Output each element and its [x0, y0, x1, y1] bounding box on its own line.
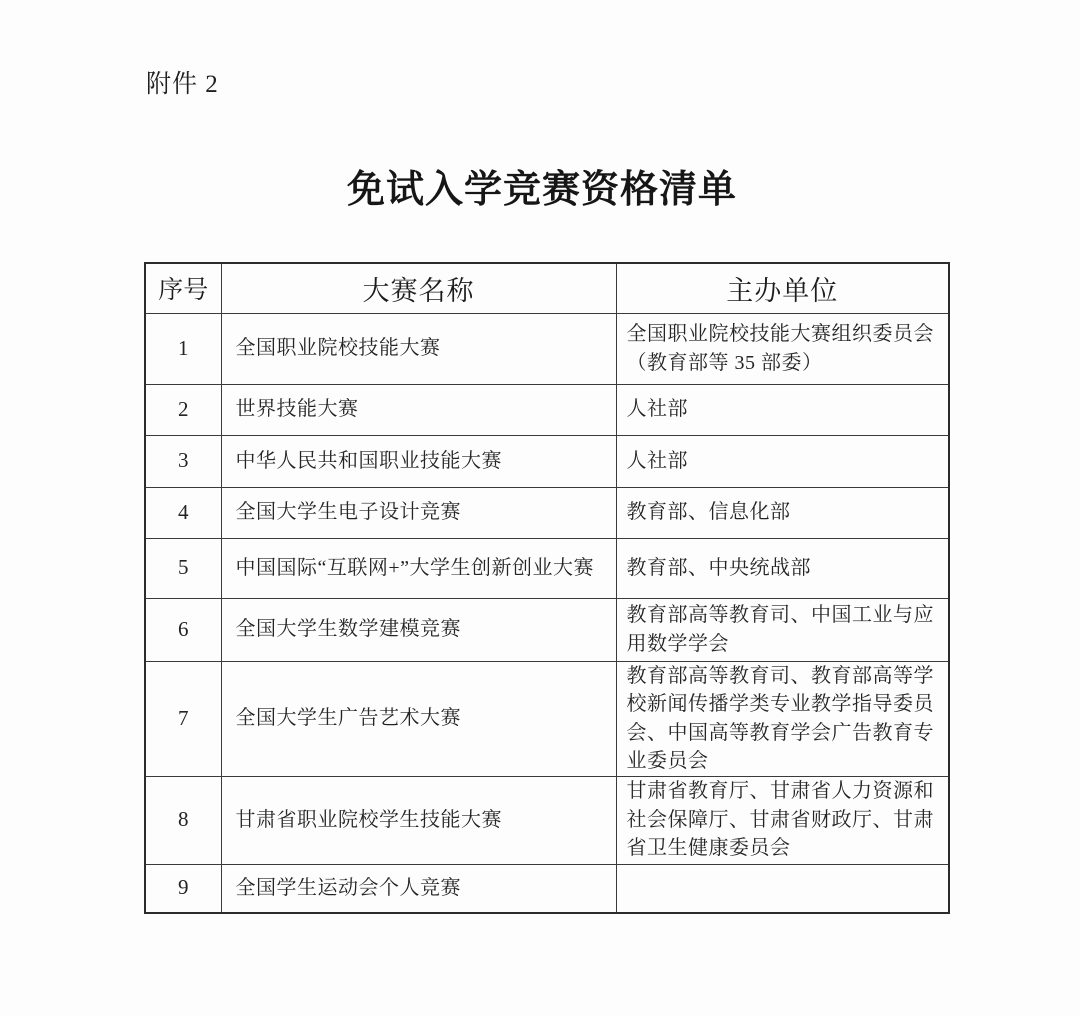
cell-index: 7: [145, 661, 221, 776]
cell-name: 全国职业院校技能大赛: [221, 313, 616, 384]
cell-name: 全国大学生数学建模竞赛: [221, 598, 616, 661]
table-row: [145, 776, 949, 864]
table-row: [145, 538, 949, 598]
qualification-table: [144, 262, 950, 914]
table-row: [145, 598, 949, 661]
table-row: [145, 313, 949, 384]
cell-index: 5: [145, 538, 221, 598]
table-header-row: [145, 263, 949, 313]
cell-name: 中华人民共和国职业技能大赛: [221, 435, 616, 487]
cell-organizer: 教育部、信息化部: [616, 487, 949, 538]
table-row: [145, 661, 949, 776]
cell-organizer: 人社部: [616, 384, 949, 435]
cell-index: 2: [145, 384, 221, 435]
attachment-label: 附件 2: [146, 71, 219, 98]
cell-name: 中国国际“互联网+”大学生创新创业大赛: [221, 538, 616, 598]
cell-index: 8: [145, 776, 221, 864]
column-header-name: 大赛名称: [221, 263, 616, 313]
cell-name: 全国大学生电子设计竞赛: [221, 487, 616, 538]
cell-name: 世界技能大赛: [221, 384, 616, 435]
cell-index: 3: [145, 435, 221, 487]
cell-index: 1: [145, 313, 221, 384]
cell-organizer: 教育部高等教育司、教育部高等学校新闻传播学类专业教学指导委员会、中国高等教育学会广告教育专业委员会: [616, 661, 949, 776]
cell-name: 全国学生运动会个人竞赛: [221, 864, 616, 913]
cell-organizer: 教育部高等教育司、中国工业与应用数学学会: [616, 598, 949, 661]
column-header-index: 序号: [145, 263, 221, 313]
table-row: [145, 864, 949, 913]
table-row: [145, 435, 949, 487]
table-row: [145, 384, 949, 435]
column-header-organizer: 主办单位: [616, 263, 949, 313]
cell-name: 甘肃省职业院校学生技能大赛: [221, 776, 616, 864]
page-title: 免试入学竞赛资格清单: [346, 169, 737, 211]
cell-organizer: [616, 864, 949, 913]
cell-organizer: 甘肃省教育厅、甘肃省人力资源和社会保障厅、甘肃省财政厅、甘肃省卫生健康委员会: [616, 776, 949, 864]
cell-organizer: 人社部: [616, 435, 949, 487]
cell-organizer: 教育部、中央统战部: [616, 538, 949, 598]
table-row: [145, 487, 949, 538]
cell-name: 全国大学生广告艺术大赛: [221, 661, 616, 776]
cell-index: 6: [145, 598, 221, 661]
cell-index: 9: [145, 864, 221, 913]
cell-index: 4: [145, 487, 221, 538]
cell-organizer: 全国职业院校技能大赛组织委员会（教育部等 35 部委）: [616, 313, 949, 384]
